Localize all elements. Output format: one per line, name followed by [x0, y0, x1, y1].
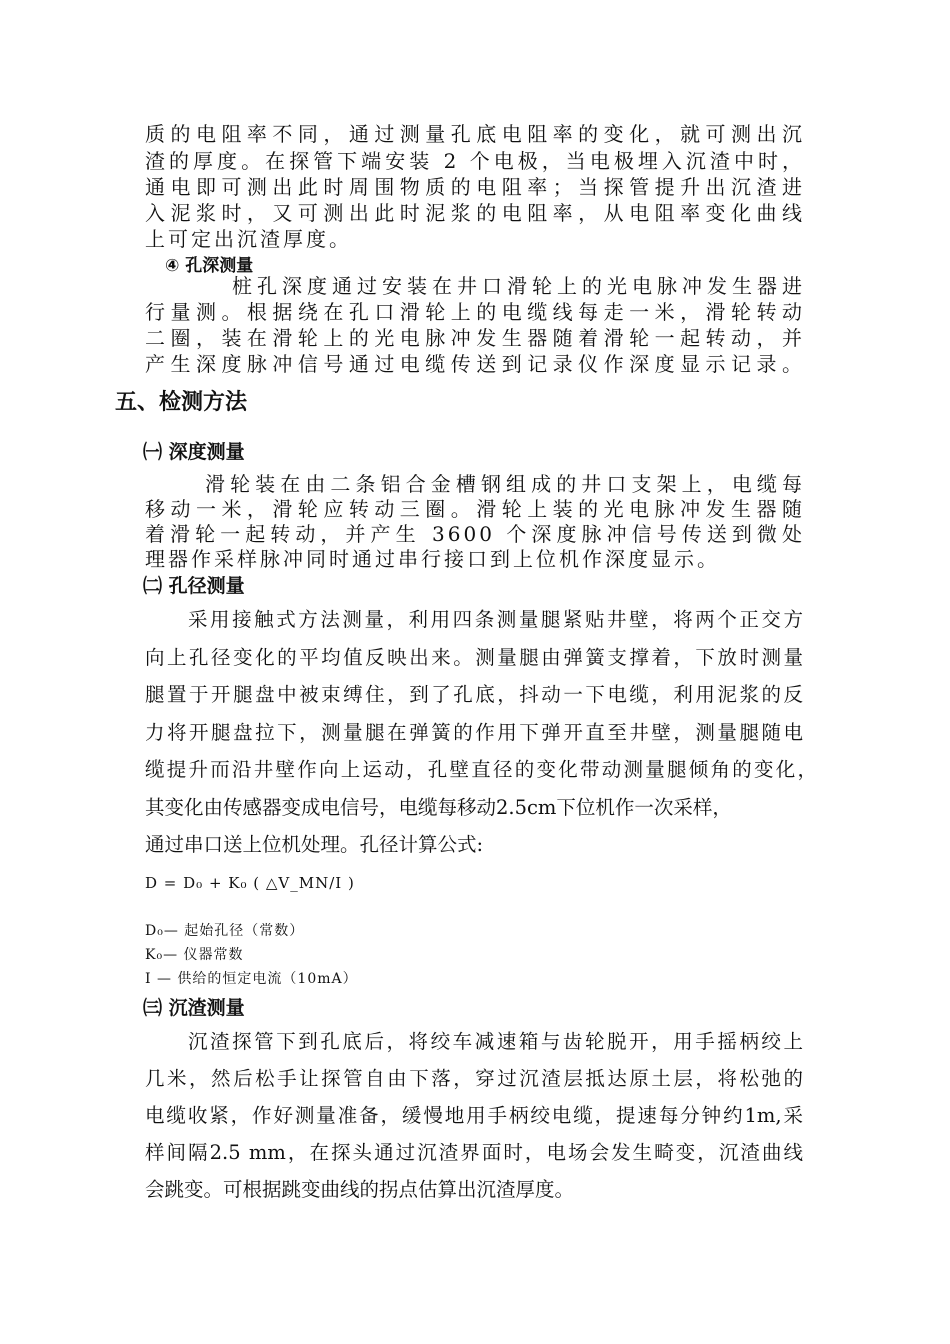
subsection-title-depth: ㈠ 深度测量: [143, 441, 245, 463]
text-line: 质的电阻率不同，通过测量孔底电阻率的变化，就可测出沉: [145, 122, 805, 146]
text-line: 二圈，装在滑轮上的光电脉冲发生器随着滑轮一起转动，并: [145, 326, 805, 350]
text-line: 入泥浆时，又可测出此时泥浆的电阻率，从电阻率变化曲线: [145, 201, 805, 225]
text-line: 沉渣探管下到孔底后，将绞车减速箱与齿轮脱开，用手摇柄绞上: [188, 1030, 803, 1053]
text-line: 桩孔深度通过安装在井口滑轮上的光电脉冲发生器进: [232, 274, 805, 298]
text-line: 样间隔2.5 mm，在探头通过沉渣界面时，电场会发生畸变，沉渣曲线: [145, 1141, 803, 1164]
subsection-title-sediment: ㈢ 沉渣测量: [143, 997, 245, 1019]
text-line: 通电即可测出此时周围物质的电阻率；当探管提升出沉渣进: [145, 175, 805, 199]
text-line: 着滑轮一起转动，并产生 3600 个深度脉冲信号传送到微处: [145, 522, 805, 546]
text-line: 腿置于开腿盘中被束缚住，到了孔底，抖动一下电缆，利用泥浆的反: [145, 683, 803, 706]
section-title: 五、检测方法: [115, 390, 248, 415]
text-line: 产生深度脉冲信号通过电缆传送到记录仪作深度显示记录。: [145, 352, 805, 376]
definition-line: K₀— 仪器常数: [145, 947, 244, 963]
heading-hole-depth: ④ 孔深测量: [165, 256, 254, 276]
text-line: 会跳变。可根据跳变曲线的拐点估算出沉渣厚度。: [145, 1178, 575, 1201]
formula: D = D₀ + K₀ ( △V_MN/I ): [145, 874, 355, 892]
subsection-title-diameter: ㈡ 孔径测量: [143, 575, 245, 597]
text-line: 行量测。根据绕在孔口滑轮上的电缆线每走一米，滑轮转动: [145, 300, 805, 324]
text-line: 通过串口送上位机处理。孔径计算公式:: [145, 833, 484, 856]
text-line: 滑轮装在由二条铝合金槽钢组成的井口支架上，电缆每: [205, 472, 805, 496]
text-line: 理器作采样脉冲同时通过串行接口到上位机作深度显示。: [145, 547, 720, 571]
definition-line: I — 供给的恒定电流（10mA）: [145, 971, 358, 987]
text-line: 缆提升而沿井壁作向上运动，孔壁直径的变化带动测量腿倾角的变化，: [145, 758, 817, 781]
text-line: 电缆收紧，作好测量准备，缓慢地用手柄绞电缆，提速每分钟约1m,采: [145, 1104, 803, 1127]
text-line: 其变化由传感器变成电信号，电缆每移动2.5cm下位机作一次采样，: [145, 796, 732, 819]
text-line: 几米，然后松手让探管自由下落，穿过沉渣层抵达原土层，将松弛的: [145, 1067, 803, 1090]
text-line: 力将开腿盘拉下，测量腿在弹簧的作用下弹开直至井壁，测量腿随电: [145, 721, 803, 744]
text-line: 上可定出沉渣厚度。: [145, 227, 352, 251]
definition-line: D₀— 起始孔径（常数）: [145, 923, 305, 939]
text-line: 移动一米，滑轮应转动三圈。滑轮上装的光电脉冲发生器随: [145, 497, 805, 521]
text-line: 采用接触式方法测量，利用四条测量腿紧贴井壁，将两个正交方: [188, 608, 803, 631]
text-line: 渣的厚度。在探管下端安装 2 个电极，当电极埋入沉渣中时，: [145, 149, 805, 173]
text-line: 向上孔径变化的平均值反映出来。测量腿由弹簧支撑着，下放时测量: [145, 646, 803, 669]
